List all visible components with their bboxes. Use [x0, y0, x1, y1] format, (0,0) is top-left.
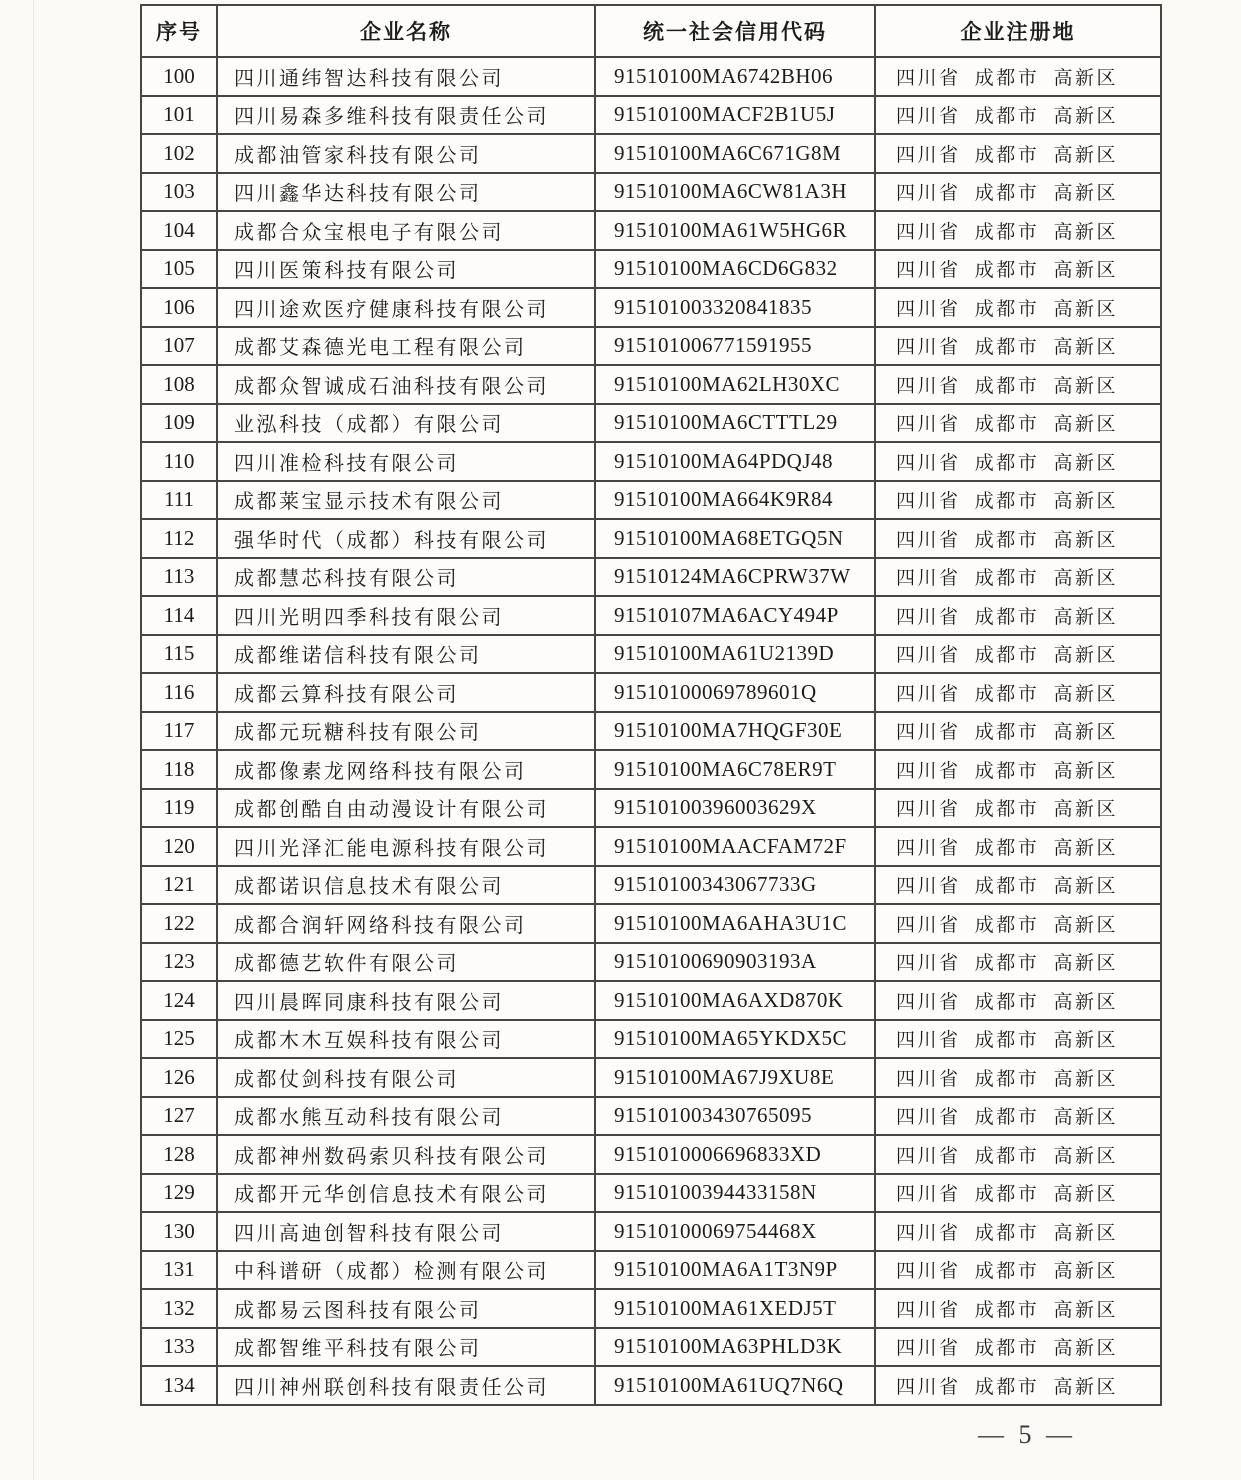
cell-location: 四川省 成都市 高新区: [875, 1251, 1161, 1290]
cell-location: 四川省 成都市 高新区: [875, 57, 1161, 96]
table-row: [141, 96, 1161, 135]
cell-name: 成都创酷自由动漫设计有限公司: [217, 789, 595, 828]
cell-location: 四川省 成都市 高新区: [875, 327, 1161, 366]
cell-serial: 117: [141, 712, 217, 751]
table-row: [141, 904, 1161, 943]
table-body: [141, 57, 1161, 1405]
cell-serial: 115: [141, 635, 217, 674]
cell-serial: 102: [141, 134, 217, 173]
cell-name: 业泓科技（成都）有限公司: [217, 404, 595, 443]
cell-name: 成都水熊互动科技有限公司: [217, 1097, 595, 1136]
table-header: [141, 5, 1161, 57]
cell-location: 四川省 成都市 高新区: [875, 365, 1161, 404]
cell-serial: 112: [141, 519, 217, 558]
cell-serial: 128: [141, 1135, 217, 1174]
cell-serial: 123: [141, 943, 217, 982]
table-row: [141, 981, 1161, 1020]
table-row: [141, 1174, 1161, 1213]
cell-code: 915101006771591955: [595, 327, 875, 366]
column-header-location: 企业注册地: [875, 5, 1161, 57]
cell-location: 四川省 成都市 高新区: [875, 1058, 1161, 1097]
cell-location: 四川省 成都市 高新区: [875, 1212, 1161, 1251]
cell-name: 成都木木互娱科技有限公司: [217, 1020, 595, 1059]
column-header-name: 企业名称: [217, 5, 595, 57]
cell-location: 四川省 成都市 高新区: [875, 173, 1161, 212]
cell-code: 91510100MA6AXD870K: [595, 981, 875, 1020]
cell-code: 91510100MA6C671G8M: [595, 134, 875, 173]
cell-name: 四川易森多维科技有限责任公司: [217, 96, 595, 135]
cell-code: 9151010006696833XD: [595, 1135, 875, 1174]
table-row: [141, 943, 1161, 982]
cell-location: 四川省 成都市 高新区: [875, 750, 1161, 789]
cell-location: 四川省 成都市 高新区: [875, 1289, 1161, 1328]
cell-code: 91510100MAACFAM72F: [595, 827, 875, 866]
cell-location: 四川省 成都市 高新区: [875, 250, 1161, 289]
cell-code: 915101003430765095: [595, 1097, 875, 1136]
cell-location: 四川省 成都市 高新区: [875, 1328, 1161, 1367]
cell-serial: 110: [141, 442, 217, 481]
table-row: [141, 635, 1161, 674]
page-number: — 5 —: [978, 1420, 1073, 1449]
cell-code: 91510107MA6ACY494P: [595, 596, 875, 635]
table-row: [141, 596, 1161, 635]
cell-name: 四川高迪创智科技有限公司: [217, 1212, 595, 1251]
cell-location: 四川省 成都市 高新区: [875, 1097, 1161, 1136]
table-row: [141, 673, 1161, 712]
table-row: [141, 1366, 1161, 1405]
cell-location: 四川省 成都市 高新区: [875, 904, 1161, 943]
cell-name: 成都油管家科技有限公司: [217, 134, 595, 173]
cell-serial: 111: [141, 481, 217, 520]
cell-code: 91510100396003629X: [595, 789, 875, 828]
cell-location: 四川省 成都市 高新区: [875, 96, 1161, 135]
cell-name: 四川准检科技有限公司: [217, 442, 595, 481]
cell-name: 成都像素龙网络科技有限公司: [217, 750, 595, 789]
cell-location: 四川省 成都市 高新区: [875, 673, 1161, 712]
cell-name: 成都智维平科技有限公司: [217, 1328, 595, 1367]
cell-name: 强华时代（成都）科技有限公司: [217, 519, 595, 558]
table-row: [141, 57, 1161, 96]
cell-serial: 106: [141, 288, 217, 327]
cell-code: 91510100MA6A1T3N9P: [595, 1251, 875, 1290]
cell-serial: 120: [141, 827, 217, 866]
cell-code: 91510100690903193A: [595, 943, 875, 982]
cell-name: 四川鑫华达科技有限公司: [217, 173, 595, 212]
cell-location: 四川省 成都市 高新区: [875, 981, 1161, 1020]
cell-location: 四川省 成都市 高新区: [875, 288, 1161, 327]
cell-serial: 119: [141, 789, 217, 828]
cell-name: 成都开元华创信息技术有限公司: [217, 1174, 595, 1213]
cell-serial: 100: [141, 57, 217, 96]
cell-code: 91510124MA6CPRW37W: [595, 558, 875, 597]
cell-location: 四川省 成都市 高新区: [875, 1366, 1161, 1405]
column-header-code: 统一社会信用代码: [595, 5, 875, 57]
cell-location: 四川省 成都市 高新区: [875, 635, 1161, 674]
table-row: [141, 173, 1161, 212]
table-row: [141, 1328, 1161, 1367]
cell-serial: 116: [141, 673, 217, 712]
cell-name: 成都云算科技有限公司: [217, 673, 595, 712]
cell-code: 91510100MA6CTTTL29: [595, 404, 875, 443]
cell-name: 成都艾森德光电工程有限公司: [217, 327, 595, 366]
cell-code: 91510100MA68ETGQ5N: [595, 519, 875, 558]
cell-location: 四川省 成都市 高新区: [875, 481, 1161, 520]
cell-serial: 129: [141, 1174, 217, 1213]
cell-serial: 125: [141, 1020, 217, 1059]
cell-name: 成都维诺信科技有限公司: [217, 635, 595, 674]
cell-code: 91510100MA61XEDJ5T: [595, 1289, 875, 1328]
cell-code: 91510100394433158N: [595, 1174, 875, 1213]
table-row: [141, 250, 1161, 289]
cell-serial: 105: [141, 250, 217, 289]
cell-location: 四川省 成都市 高新区: [875, 442, 1161, 481]
cell-serial: 107: [141, 327, 217, 366]
cell-name: 中科谱研（成都）检测有限公司: [217, 1251, 595, 1290]
cell-serial: 133: [141, 1328, 217, 1367]
cell-name: 成都神州数码索贝科技有限公司: [217, 1135, 595, 1174]
cell-serial: 103: [141, 173, 217, 212]
cell-serial: 113: [141, 558, 217, 597]
enterprise-table: [140, 4, 1162, 1406]
table-row: [141, 481, 1161, 520]
cell-location: 四川省 成都市 高新区: [875, 866, 1161, 905]
cell-location: 四川省 成都市 高新区: [875, 558, 1161, 597]
table-row: [141, 365, 1161, 404]
cell-location: 四川省 成都市 高新区: [875, 789, 1161, 828]
table-row: [141, 712, 1161, 751]
cell-code: 91510100MA6C78ER9T: [595, 750, 875, 789]
cell-code: 91510100MA61UQ7N6Q: [595, 1366, 875, 1405]
cell-name: 成都诺识信息技术有限公司: [217, 866, 595, 905]
cell-code: 91510100MA62LH30XC: [595, 365, 875, 404]
cell-serial: 127: [141, 1097, 217, 1136]
cell-location: 四川省 成都市 高新区: [875, 134, 1161, 173]
cell-code: 91510100MA61W5HG6R: [595, 211, 875, 250]
cell-code: 91510100MA6AHA3U1C: [595, 904, 875, 943]
cell-name: 成都合众宝根电子有限公司: [217, 211, 595, 250]
cell-location: 四川省 成都市 高新区: [875, 211, 1161, 250]
cell-name: 成都德艺软件有限公司: [217, 943, 595, 982]
cell-name: 成都莱宝显示技术有限公司: [217, 481, 595, 520]
cell-code: 91510100MA63PHLD3K: [595, 1328, 875, 1367]
cell-location: 四川省 成都市 高新区: [875, 827, 1161, 866]
cell-code: 91510100MA6742BH06: [595, 57, 875, 96]
cell-name: 四川晨晖同康科技有限公司: [217, 981, 595, 1020]
cell-code: 91510100MA61U2139D: [595, 635, 875, 674]
cell-code: 91510100MA64PDQJ48: [595, 442, 875, 481]
cell-code: 91510100MACF2B1U5J: [595, 96, 875, 135]
cell-location: 四川省 成都市 高新区: [875, 1135, 1161, 1174]
table-row: [141, 1289, 1161, 1328]
cell-serial: 109: [141, 404, 217, 443]
cell-name: 四川神州联创科技有限责任公司: [217, 1366, 595, 1405]
table-row: [141, 750, 1161, 789]
table-row: [141, 866, 1161, 905]
cell-location: 四川省 成都市 高新区: [875, 519, 1161, 558]
table-row: [141, 1097, 1161, 1136]
table-row: [141, 789, 1161, 828]
table-row: [141, 1020, 1161, 1059]
cell-serial: 108: [141, 365, 217, 404]
table-row: [141, 827, 1161, 866]
table-row: [141, 1251, 1161, 1290]
cell-serial: 134: [141, 1366, 217, 1405]
cell-code: 91510100MA7HQGF30E: [595, 712, 875, 751]
cell-serial: 124: [141, 981, 217, 1020]
cell-location: 四川省 成都市 高新区: [875, 596, 1161, 635]
cell-code: 91510100MA664K9R84: [595, 481, 875, 520]
table-row: [141, 134, 1161, 173]
cell-name: 成都合润轩网络科技有限公司: [217, 904, 595, 943]
cell-name: 成都易云图科技有限公司: [217, 1289, 595, 1328]
cell-code: 91510100069754468X: [595, 1212, 875, 1251]
table-row: [141, 1212, 1161, 1251]
table-header-row: [141, 5, 1161, 57]
cell-code: 91510100343067733G: [595, 866, 875, 905]
cell-name: 四川途欢医疗健康科技有限公司: [217, 288, 595, 327]
cell-location: 四川省 成都市 高新区: [875, 1174, 1161, 1213]
cell-serial: 126: [141, 1058, 217, 1097]
cell-serial: 101: [141, 96, 217, 135]
cell-name: 四川光明四季科技有限公司: [217, 596, 595, 635]
cell-location: 四川省 成都市 高新区: [875, 943, 1161, 982]
cell-serial: 131: [141, 1251, 217, 1290]
cell-name: 成都慧芯科技有限公司: [217, 558, 595, 597]
cell-name: 四川医策科技有限公司: [217, 250, 595, 289]
cell-code: 91510100069789601Q: [595, 673, 875, 712]
cell-location: 四川省 成都市 高新区: [875, 712, 1161, 751]
table-row: [141, 288, 1161, 327]
cell-name: 四川光泽汇能电源科技有限公司: [217, 827, 595, 866]
cell-serial: 132: [141, 1289, 217, 1328]
table-row: [141, 211, 1161, 250]
cell-serial: 122: [141, 904, 217, 943]
cell-code: 915101003320841835: [595, 288, 875, 327]
table-row: [141, 327, 1161, 366]
cell-code: 91510100MA65YKDX5C: [595, 1020, 875, 1059]
table-row: [141, 404, 1161, 443]
column-header-serial: 序号: [141, 5, 217, 57]
table-row: [141, 519, 1161, 558]
cell-serial: 121: [141, 866, 217, 905]
cell-serial: 114: [141, 596, 217, 635]
table-row: [141, 1058, 1161, 1097]
scan-edge-artifact: [33, 0, 34, 1480]
cell-code: 91510100MA6CD6G832: [595, 250, 875, 289]
cell-name: 成都仗剑科技有限公司: [217, 1058, 595, 1097]
table-row: [141, 558, 1161, 597]
cell-location: 四川省 成都市 高新区: [875, 1020, 1161, 1059]
table-row: [141, 1135, 1161, 1174]
cell-name: 成都元玩糖科技有限公司: [217, 712, 595, 751]
cell-serial: 104: [141, 211, 217, 250]
cell-code: 91510100MA67J9XU8E: [595, 1058, 875, 1097]
cell-name: 成都众智诚成石油科技有限公司: [217, 365, 595, 404]
cell-location: 四川省 成都市 高新区: [875, 404, 1161, 443]
cell-serial: 118: [141, 750, 217, 789]
cell-code: 91510100MA6CW81A3H: [595, 173, 875, 212]
cell-name: 四川通纬智达科技有限公司: [217, 57, 595, 96]
table-row: [141, 442, 1161, 481]
cell-serial: 130: [141, 1212, 217, 1251]
